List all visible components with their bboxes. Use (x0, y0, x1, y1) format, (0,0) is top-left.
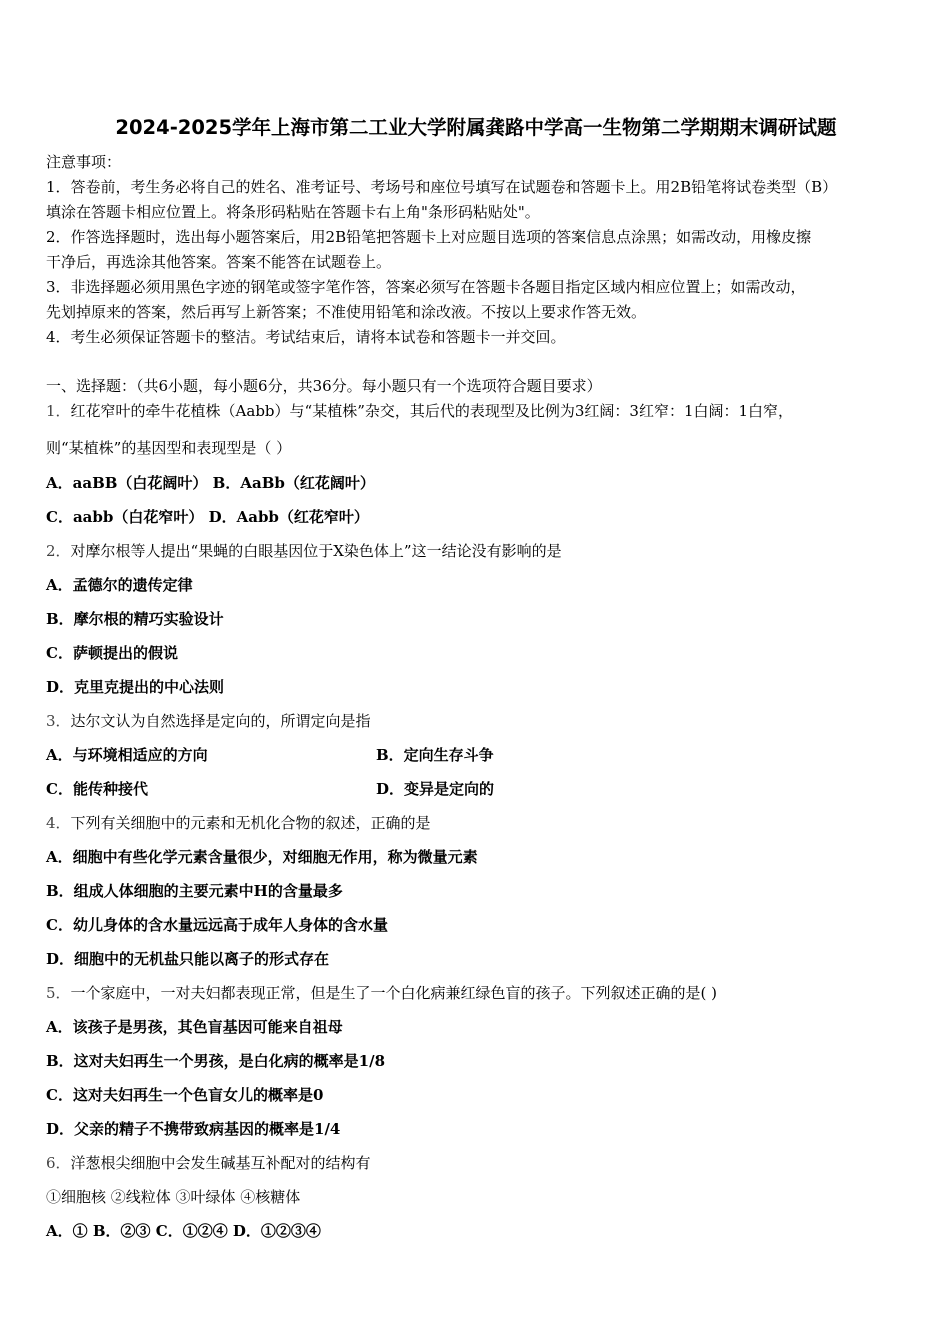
question-1-stem-cont: 则“某植株”的基因型和表现型是（ ） (46, 439, 292, 457)
question-text: 一个家庭中，一对夫妇都表现正常，但是生了一个白化病兼红绿色盲的孩子。下列叙述正确的是( ) (70, 984, 718, 1002)
notice-line: 2．作答选择题时，选出每小题答案后，用2B铅笔把答题卡上对应题目选项的答案信息点涂黑；如需改动，用橡皮擦 (46, 228, 812, 246)
question-3-option-b: B．定向生存斗争 (376, 746, 494, 764)
notice-line: 填涂在答题卡相应位置上。将条形码粘贴在答题卡右上角"条形码粘贴处"。 (46, 203, 540, 221)
question-3-option-d: D．变异是定向的 (376, 780, 495, 798)
notice-line: 1．答卷前，考生务必将自己的姓名、准考证号、考场号和座位号填写在试题卷和答题卡上。用2B铅笔将试卷类型（B） (46, 178, 838, 196)
question-number: 1． (46, 402, 71, 420)
question-text: 达尔文认为自然选择是定向的，所谓定向是指 (70, 712, 371, 730)
question-3-option-a: A．与环境相适应的方向 (46, 746, 208, 764)
question-6-items: ①细胞核 ②线粒体 ③叶绿体 ④核糖体 (46, 1188, 301, 1206)
question-4-stem (46, 813, 431, 833)
notice-line: 4．考生必须保证答题卡的整洁。考试结束后，请将本试卷和答题卡一并交回。 (46, 328, 566, 346)
question-1-options-ab: A．aaBB（白花阔叶） B．AaBb（红花阔叶） (46, 474, 375, 492)
question-number: 4． (46, 814, 71, 832)
question-1-stem (46, 401, 793, 421)
question-text: 对摩尔根等人提出“果蝇的白眼基因位于X染色体上”这一结论没有影响的是 (70, 542, 562, 560)
notice-heading: 注意事项： (46, 153, 122, 171)
question-2-stem (46, 541, 562, 561)
question-5-stem (46, 983, 717, 1003)
question-2-option-b: B．摩尔根的精巧实验设计 (46, 610, 224, 628)
page-title: 2024-2025学年上海市第二工业大学附属龚路中学高一生物第二学期期末调研试题 (115, 116, 837, 139)
question-1-options-cd: C．aabb（白花窄叶） D．Aabb（红花窄叶） (46, 508, 369, 526)
question-3-option-c: C．能传种接代 (46, 780, 148, 798)
question-4-option-d: D．细胞中的无机盐只能以离子的形式存在 (46, 950, 330, 968)
question-3-stem (46, 711, 371, 731)
question-5-option-a: A．该孩子是男孩，其色盲基因可能来自祖母 (46, 1018, 343, 1036)
question-2-option-a: A．孟德尔的遗传定律 (46, 576, 193, 594)
question-3-options-cd (46, 779, 906, 799)
question-number: 6． (46, 1154, 71, 1172)
question-text: 洋葱根尖细胞中会发生碱基互补配对的结构有 (70, 1154, 371, 1172)
question-6-stem (46, 1153, 371, 1173)
question-4-option-c: C．幼儿身体的含水量远远高于成年人身体的含水量 (46, 916, 388, 934)
question-number: 2． (46, 542, 71, 560)
question-3-options-ab (46, 745, 906, 765)
question-6-options: A．① B．②③ C．①②④ D．①②③④ (46, 1222, 321, 1240)
question-text: 红花窄叶的牵牛花植株（Aabb）与“某植株”杂交，其后代的表现型及比例为3红阔：3红窄：1白阔：1白窄， (70, 402, 794, 420)
question-4-option-a: A．细胞中有些化学元素含量很少，对细胞无作用，称为微量元素 (46, 848, 478, 866)
question-5-option-c: C．这对夫妇再生一个色盲女儿的概率是0 (46, 1086, 324, 1104)
notice-line: 3．非选择题必须用黑色字迹的钢笔或签字笔作答，答案必须写在答题卡各题目指定区域内相应位置上；如需改动， (46, 278, 806, 296)
question-2-option-d: D．克里克提出的中心法则 (46, 678, 225, 696)
section-heading: 一、选择题：（共6小题，每小题6分，共36分。每小题只有一个选项符合题目要求） (46, 377, 602, 395)
notice-line: 干净后，再选涂其他答案。答案不能答在试题卷上。 (46, 253, 392, 271)
question-5-option-b: B．这对夫妇再生一个男孩，是白化病的概率是1/8 (46, 1052, 386, 1070)
question-4-option-b: B．组成人体细胞的主要元素中H的含量最多 (46, 882, 343, 900)
question-text: 下列有关细胞中的元素和无机化合物的叙述，正确的是 (70, 814, 431, 832)
question-number: 3． (46, 712, 71, 730)
question-5-option-d: D．父亲的精子不携带致病基因的概率是1/4 (46, 1120, 341, 1138)
question-2-option-c: C．萨顿提出的假说 (46, 644, 178, 662)
question-number: 5． (46, 984, 71, 1002)
notice-line: 先划掉原来的答案，然后再写上新答案；不准使用铅笔和涂改液。不按以上要求作答无效。 (46, 303, 647, 321)
